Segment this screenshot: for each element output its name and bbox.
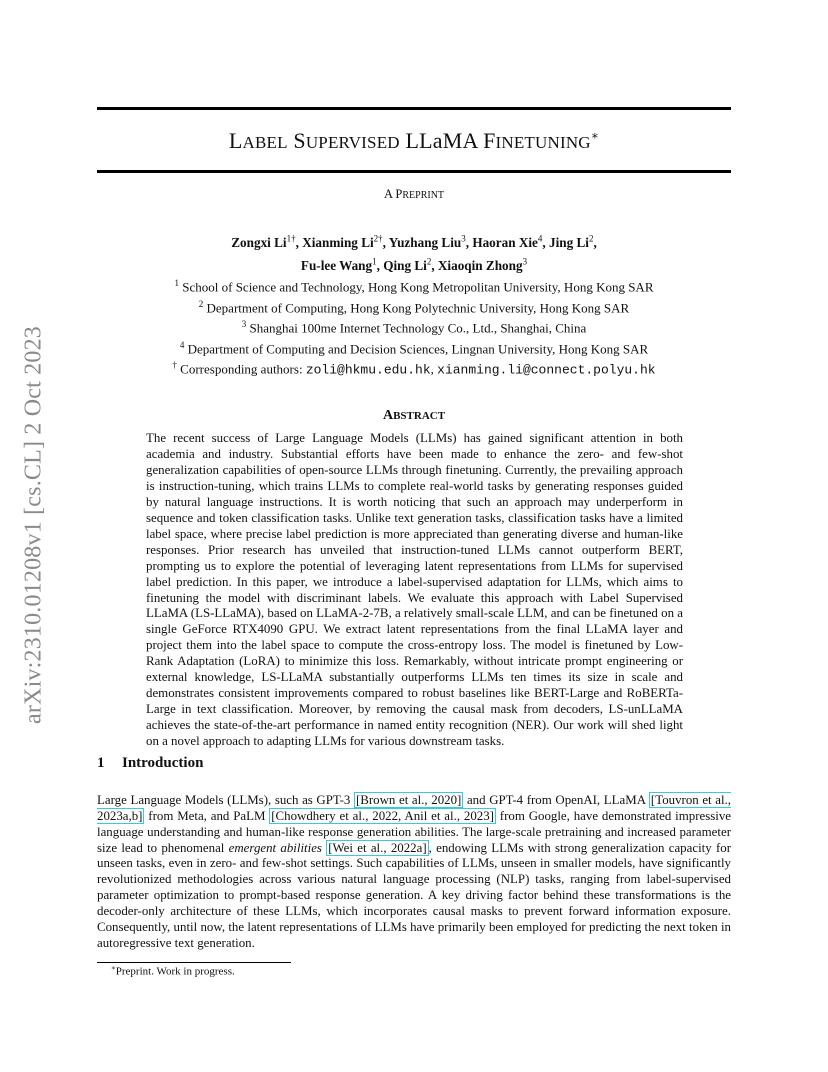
emphasis-text: emergent abilities	[228, 840, 322, 855]
citation-link[interactable]: [Brown et al., 2020]	[355, 793, 462, 807]
affiliation: $^3$ Shanghai 100me Internet Technology Co., Ltd., Shanghai, China	[241, 319, 587, 336]
arxiv-id-text: arXiv:2310.01208v1 [cs.CL] 2 Oct 2023	[20, 325, 47, 725]
footnote-rule	[97, 962, 291, 963]
footnote: ∗Preprint. Work in progress.	[111, 964, 235, 978]
author: Haoran Xie$^4$,	[472, 234, 549, 251]
author-line-1	[97, 230, 731, 252]
citation-link[interactable]: [Wei et al., 2022a]	[328, 840, 427, 855]
abstract-body: The recent success of Large Language Models (LLMs) has gained significant attention in both academia and industry. Substantial efforts have been made to enhance the zero- and few-shot generalization capabilities of open-source LLMs through finetuning. Currently, the prevailing approach is instruction-tuning, which trains LLMs to complete real-world tasks by generating responses guided by natural language instructions. It is worth noticing that such an approach may underperform in sequence and token classification tasks. Unlike text generation tasks, classification tasks have a limited label space, where precise label prediction is more appreciated than generating diverse and human-like responses. Prior research has unveiled that instruction-tuned LLMs cannot outperform BERT, prompting us to explore the potential of leveraging latent representations from LLMs for supervised label prediction. In this paper, we introduce a label-supervised adaptation for LLMs, which aims to finetuning the model with discriminant labels. We evaluate this approach with Label Supervised LLaMA (LS-LLaMA), based on LLaMA-2-7B, a relatively small-scale LLM, and can be finetuned on a single GeForce RTX4090 GPU. We extract latent representations from the final LLaMA layer and project them into the label space to compute the cross-entropy loss. The model is finetuned by Low-Rank Adaptation (LoRA) to minimize this loss. Remarkably, without intricate prompt engineering or external knowledge, LS-LLaMA substantially outperforms LLMs ten times its size in scale and demonstrates consistent improvements compared to robust baselines like BERT-Large and RoBERTa-Large in text classification. Moreover, by removing the causal mask from decoders, LS-unLLaMA achieves the state-of-the-art performance in named entity recognition (NER). Our work will shed light on a novel approach to adapting LLMs for various downstream tasks.	[146, 431, 683, 749]
paper-title: LABEL SUPERVISED LLaMA FINETUNING∗	[228, 128, 600, 153]
arxiv-sidebar-stamp	[14, 295, 54, 755]
author: Jing Li$^2$,	[548, 234, 597, 251]
author: Xianming $Li^{2\dagger}$,	[302, 234, 389, 251]
section-heading	[97, 755, 203, 772]
citation-link[interactable]: [Chowdhery et al., 2022, Anil et al., 2023]	[271, 808, 494, 823]
section-title: Introduction	[122, 755, 204, 771]
author-line-2	[97, 252, 731, 274]
email-link[interactable]: zoli@hkmu.edu.hk	[305, 362, 431, 378]
title-top-rule	[97, 107, 731, 110]
affiliations	[97, 275, 731, 379]
intro-paragraph: Large Language Models (LLMs), such as GPT-3 [Brown et al., 2020] and GPT-4 from OpenAI, LLaMA [Touvron et al., 2023a,b] from Meta, and PaLM [Chowdhery et al., 2022, Anil et al., 2023] from Google, have demonstrated impressive language understanding and human-like response generation abilities. The large-scale pretraining and increased parameter size lead to phenomenal emergent abilities [Wei et al., 2022a] , endowing LLMs with strong generalization capacity for unseen tasks, even in zero- and few-shot settings. Such capabilities of LLMs, unseen in smaller models, have significantly revolutionized methodologies across various natural language processing (NLP) tasks, ranging from label-supervised parameter optimization to prompt-based response generation. A key driving factor behind these transformations is the decoder-only architecture of these LLMs, which incorporates causal masks to prevent forward information exposure. Consequently, until now, the latent representations of LLMs have primarily been employed for predicting the next token in autoregressive text generation.	[97, 793, 732, 950]
affiliation: $^1$ School of Science and Technology, Hong Kong Metropolitan University, Hong Kong SAR	[174, 278, 654, 295]
title-bottom-rule	[97, 170, 731, 173]
citation-link[interactable]: [Touvron et al., 2023a,b]	[97, 793, 731, 823]
title-footnote-mark: ∗	[590, 128, 600, 143]
email-link[interactable]: xianming.li@connect.polyu.hk	[437, 362, 656, 378]
corresponding-authors: † Corresponding authors: zoli@hkmu.edu.hk, xianming.li@connect.polyu.hk	[172, 360, 656, 378]
author: Xiaoqin Zhong$^3$	[437, 256, 528, 273]
author: Fu-lee Wang$^1$,	[300, 256, 384, 273]
abstract-heading: ABSTRACT	[382, 408, 446, 423]
author: Yuzhang Liu$^3$,	[388, 234, 473, 251]
affiliation: $^2$ Department of Computing, Hong Kong Polytechnic University, Hong Kong SAR	[198, 298, 630, 315]
author: Zongxi $Li^{1\dagger}$,	[231, 234, 303, 251]
author: Qing Li$^2$,	[383, 256, 438, 273]
preprint-label: A PREPRINT	[383, 187, 445, 201]
affiliation: $^4$ Department of Computing and Decision Sciences, Lingnan University, Hong Kong SAR	[179, 339, 649, 356]
author-list	[97, 230, 731, 275]
section-number: 1	[97, 755, 105, 771]
